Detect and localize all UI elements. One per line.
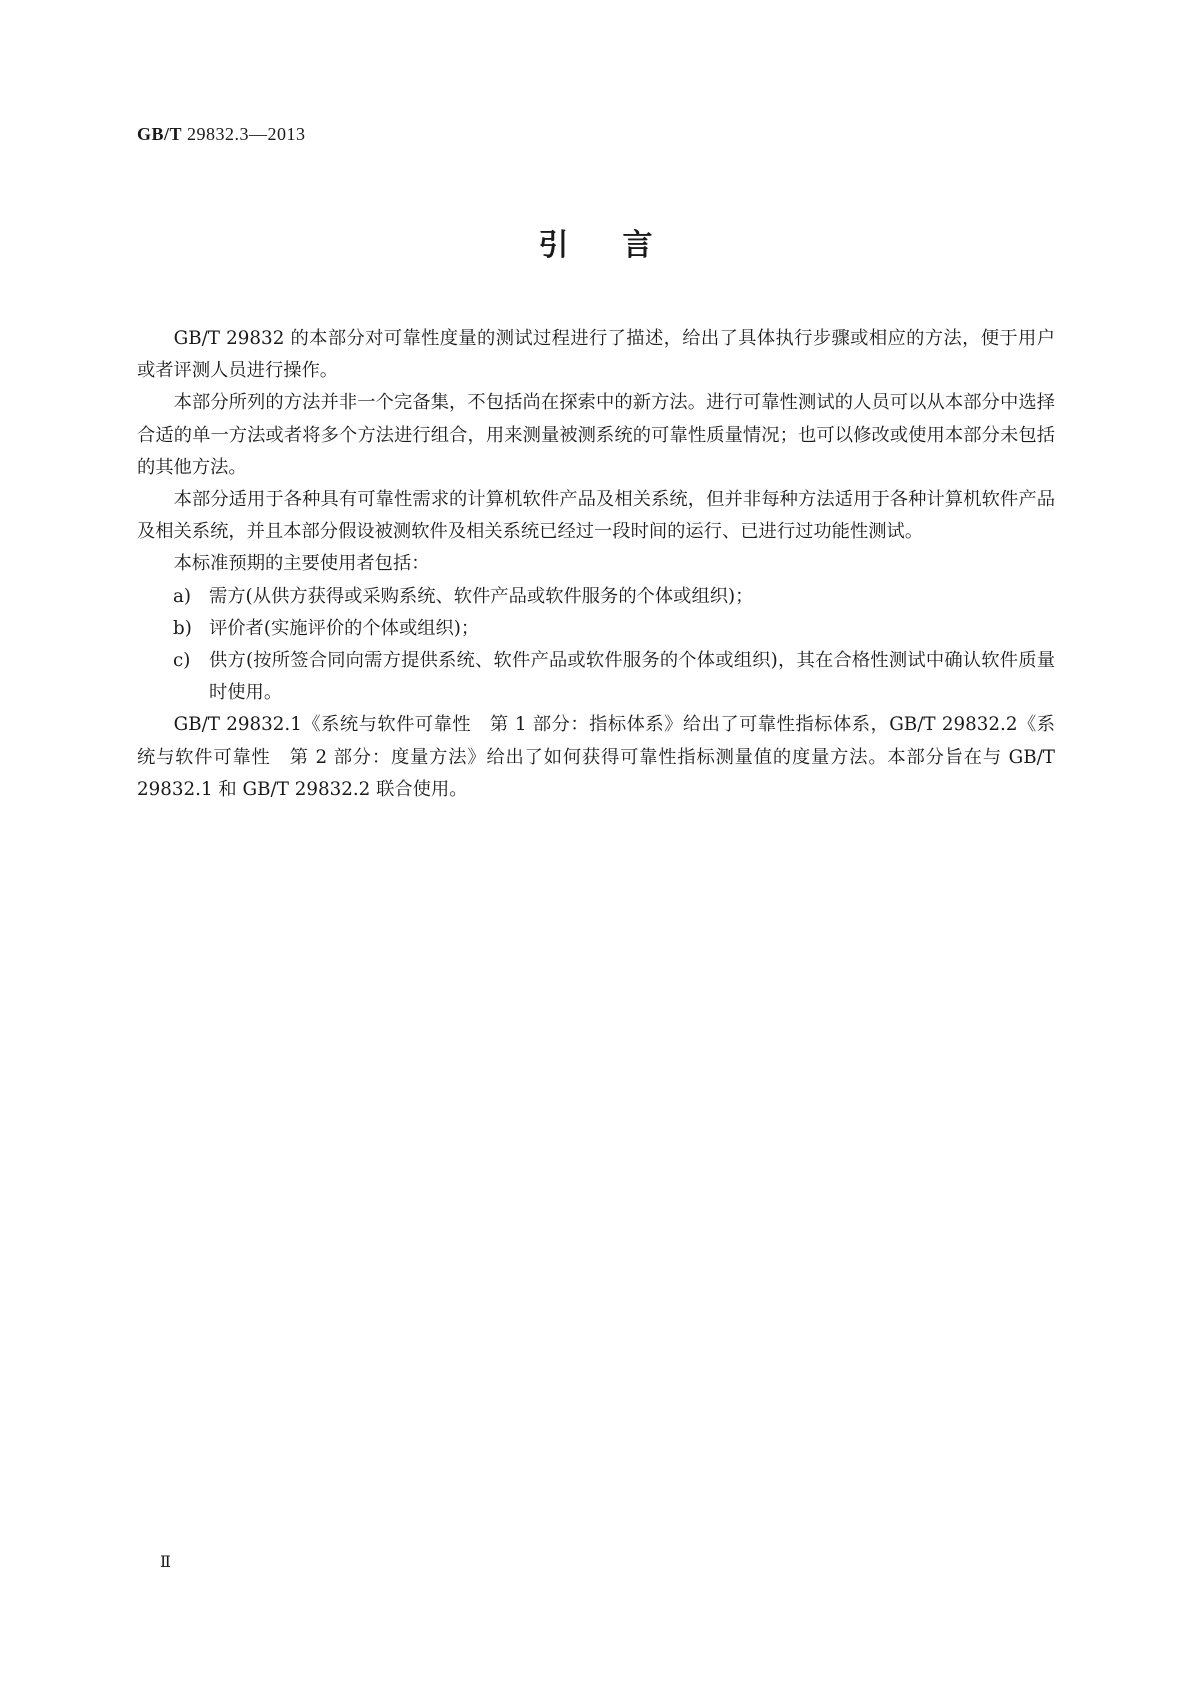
- closing-paragraph: GB/T 29832.1《系统与软件可靠性 第 1 部分：指标体系》给出了可靠性指标体系，GB/T 29832.2《系统与软件可靠性 第 2 部分：度量方法》给出了如何获得可靠性指标测量值的度量方法。本部分旨在与 GB/T 29832.1 和 GB/T 29832.2 联合使用。: [137, 714, 1055, 800]
- paragraph: 本部分所列的方法并非一个完备集，不包括尚在探索中的新方法。进行可靠性测试的人员可以从本部分中选择合适的单一方法或者将多个方法进行组合，用来测量被测系统的可靠性质量情况；也可以修改或使用本部分未包括的其他方法。: [137, 392, 1055, 478]
- paragraph: GB/T 29832 的本部分对可靠性度量的测试过程进行了描述，给出了具体执行步骤或相应的方法，便于用户或者评测人员进行操作。: [137, 328, 1055, 382]
- list-marker: b): [173, 617, 192, 639]
- page-number: Ⅱ: [160, 1554, 171, 1571]
- paragraph: 本标准预期的主要使用者包括：: [173, 553, 430, 575]
- list-marker: a): [173, 585, 192, 607]
- page-title: 引言: [538, 228, 707, 263]
- list-text: 供方(按所签合同向需方提供系统、软件产品或软件服务的个体或组织)，其在合格性测试中确认软件质量时使用。: [209, 650, 1055, 704]
- list-text: 需方(从供方获得或采购系统、软件产品或软件服务的个体或组织)；: [209, 585, 754, 607]
- standard-number-value: 29832.3—2013: [187, 124, 306, 144]
- standard-number: [137, 124, 306, 145]
- paragraph: 本部分适用于各种具有可靠性需求的计算机软件产品及相关系统，但并非每种方法适用于各种计算机软件产品及相关系统，并且本部分假设被测软件及相关系统已经过一段时间的运行、已进行过功能性测试。: [137, 489, 1055, 543]
- list-item: [137, 581, 1055, 613]
- list-marker: c): [173, 650, 191, 672]
- list-item: [137, 613, 1055, 645]
- introduction-body: [137, 323, 1055, 806]
- list-text: 评价者(实施评价的个体或组织)；: [209, 617, 480, 639]
- standard-code: GB/T: [137, 124, 183, 144]
- list-item: [137, 645, 1055, 709]
